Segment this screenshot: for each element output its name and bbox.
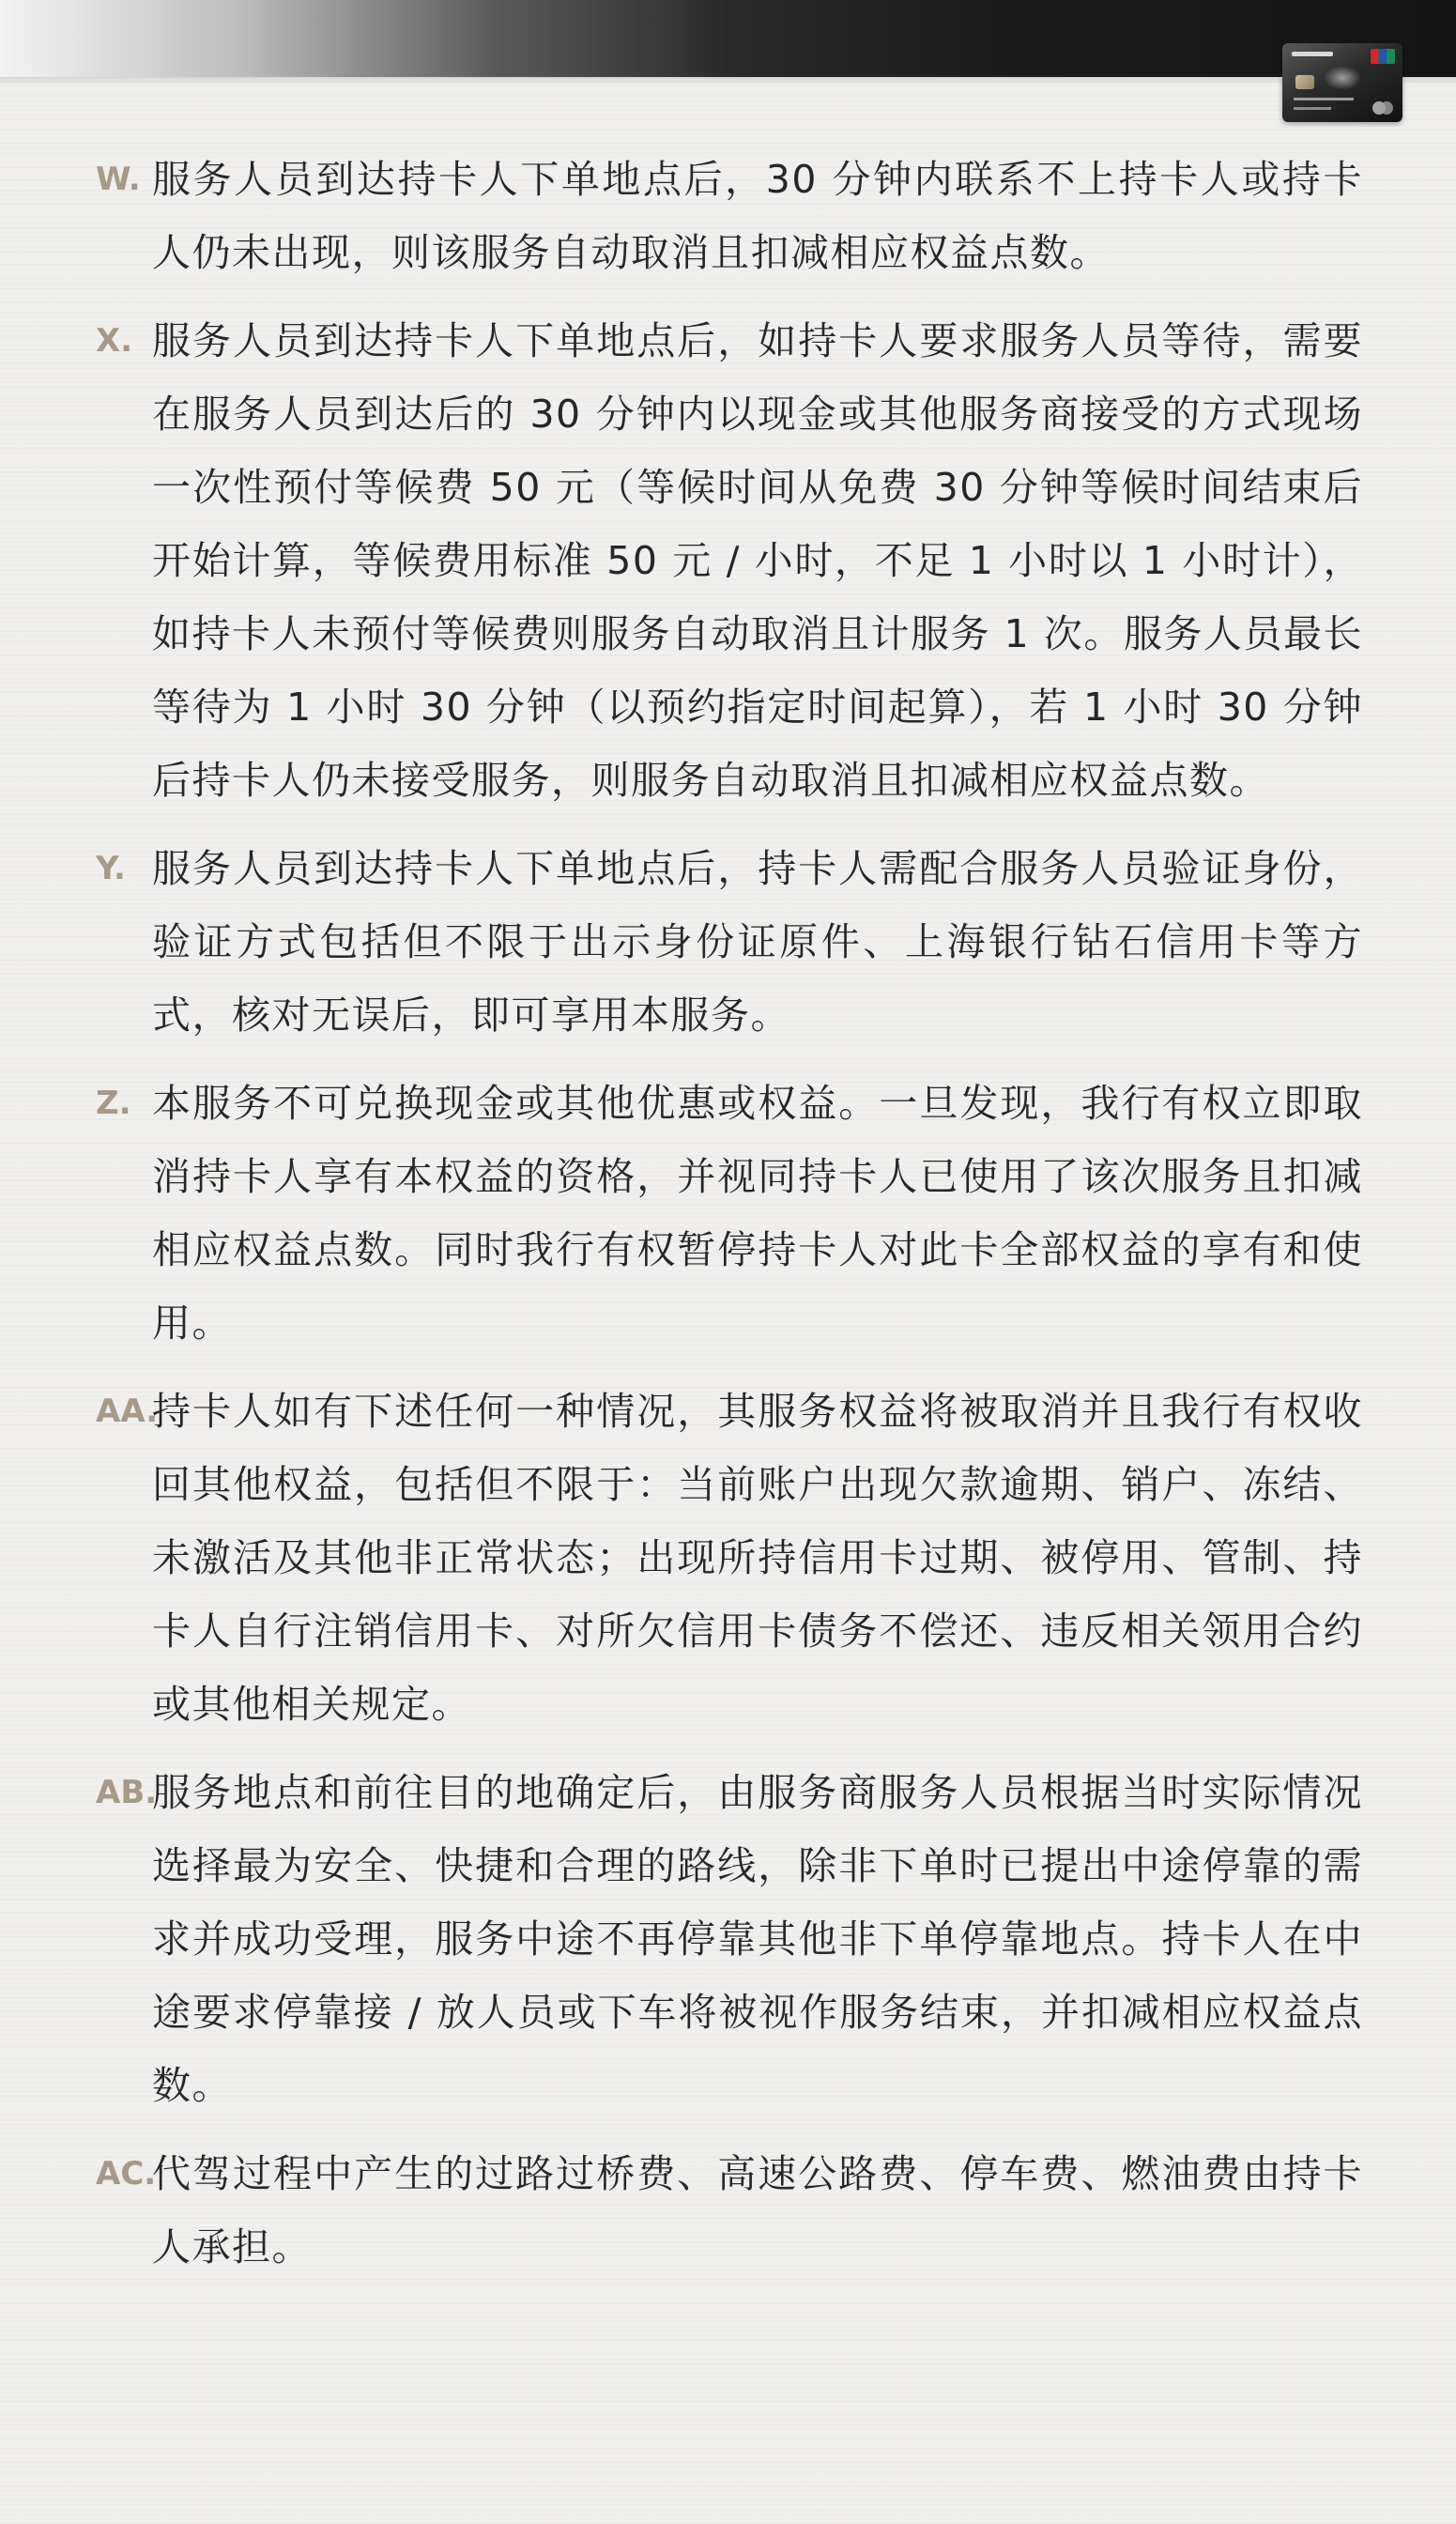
terms-item-w	[0, 143, 1456, 289]
item-marker: X.	[96, 322, 133, 360]
card-chip-icon	[1295, 75, 1314, 89]
item-text: 服务地点和前往目的地确定后，由服务商服务人员根据当时实际情况选择最为安全、快捷和合理的路线，除非下单时已提出中途停靠的需求并成功受理，服务中途不再停靠其他非下单停靠地点。持卡人在中途要求停靠接 / 放人员或下车将被视作服务结束，并扣减相应权益点数。	[152, 1770, 1363, 2108]
item-text: 服务人员到达持卡人下单地点后，如持卡人要求服务人员等待，需要在服务人员到达后的 30 分钟内以现金或其他服务商接受的方式现场一次性预付等候费 50 元（等候时间从免费 30 分钟等候时间结束后开始计算，等候费用标准 50 元 / 小时，不足 1 小时以 1 小时计），如持卡人未预付等候费则服务自动取消且计服务 1 次。服务人员最长等待为 1 小时 30 分钟（以预约指定时间起算），若 1 小时 30 分钟后持卡人仍未接受服务，则服务自动取消且扣减相应权益点数。	[152, 318, 1363, 803]
terms-item-y	[0, 832, 1456, 1052]
terms-item-ab	[0, 1756, 1456, 2122]
terms-item-aa	[0, 1375, 1456, 1741]
item-marker: AC.	[96, 2155, 157, 2193]
credit-card-icon	[1282, 43, 1402, 122]
terms-item-z	[0, 1067, 1456, 1360]
item-text: 服务人员到达持卡人下单地点后，持卡人需配合服务人员验证身份，验证方式包括但不限于出示身份证原件、上海银行钻石信用卡等方式，核对无误后，即可享用本服务。	[152, 846, 1363, 1038]
bank-logo-icon	[1292, 52, 1333, 56]
terms-list	[0, 143, 1456, 2299]
item-text: 代驾过程中产生的过路过桥费、高速公路费、停车费、燃油费由持卡人承担。	[152, 2151, 1363, 2270]
item-marker: Z.	[96, 1085, 131, 1122]
item-marker: AB.	[96, 1774, 158, 1811]
item-text: 服务人员到达持卡人下单地点后，30 分钟内联系不上持卡人或持卡人仍未出现，则该服务自动取消且扣减相应权益点数。	[152, 157, 1363, 275]
header-shadow	[0, 77, 1456, 85]
item-text: 持卡人如有下述任何一种情况，其服务权益将被取消并且我行有权收回其他权益，包括但不限于：当前账户出现欠款逾期、销户、冻结、未激活及其他非正常状态；出现所持信用卡过期、被停用、管制、持卡人自行注销信用卡、对所欠信用卡债务不偿还、违反相关领用合约或其他相关规定。	[152, 1389, 1363, 1727]
terms-item-ac	[0, 2137, 1456, 2284]
item-marker: Y.	[96, 850, 126, 887]
unionpay-logo-icon	[1371, 49, 1395, 64]
card-network-logo-icon	[1372, 101, 1393, 115]
terms-item-x	[0, 304, 1456, 817]
card-number-line	[1294, 98, 1354, 100]
header-banner	[0, 0, 1456, 77]
item-text: 本服务不可兑换现金或其他优惠或权益。一旦发现，我行有权立即取消持卡人享有本权益的资格，并视同持卡人已使用了该次服务且扣减相应权益点数。同时我行有权暂停持卡人对此卡全部权益的享有和使用。	[152, 1081, 1363, 1346]
item-marker: AA.	[96, 1393, 159, 1430]
card-name-line	[1294, 107, 1331, 110]
item-marker: W.	[96, 161, 141, 198]
card-light-burst	[1324, 66, 1361, 90]
